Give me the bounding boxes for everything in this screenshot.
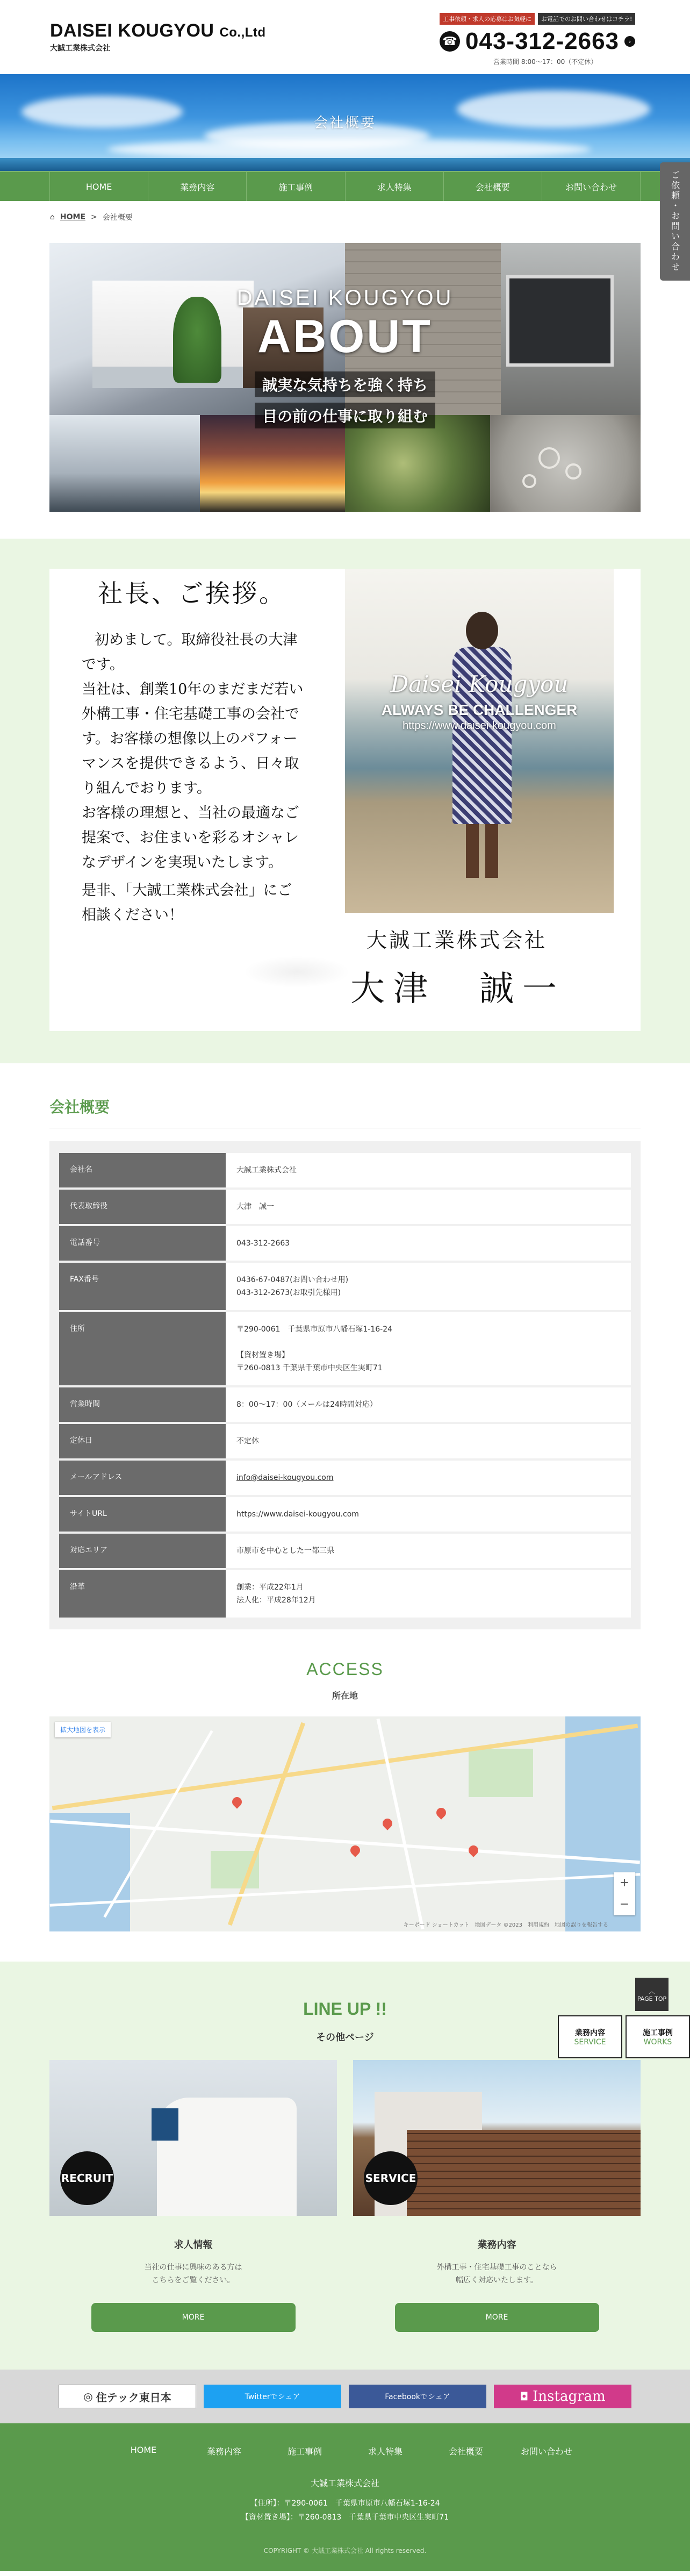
overview-label: 定休日 (59, 1424, 226, 1458)
service-card (353, 2060, 641, 2332)
phone-icon: ☎ (440, 31, 460, 52)
president-photo (345, 569, 614, 913)
global-nav (0, 171, 690, 201)
breadcrumb-current: 会社概要 (102, 213, 133, 222)
overview-row (59, 1312, 631, 1385)
overview-value: 大津 誠一 (226, 1190, 631, 1224)
overview-label: 会社名 (59, 1153, 226, 1187)
breadcrumb-home[interactable]: HOME (60, 213, 86, 221)
overview-row (59, 1570, 631, 1618)
chevron-right-icon: › (624, 36, 635, 47)
company-signature: 大誠工業株式会社 (366, 928, 548, 952)
overview-value: 〒290-0061 千葉県市原市八幡石塚1-16-24 【資材置き場】 〒260-0813 千葉県千葉市中央区生実町71 (226, 1312, 631, 1385)
overview-table-wrap (49, 1141, 641, 1629)
access-location-label: 所在地 (332, 1691, 358, 1701)
footer-company-name: 大誠工業株式会社 (310, 2478, 379, 2488)
photo-caption-url: https://www.daisei-kougyou.com (402, 720, 556, 732)
about-copy-2: 目の前の仕事に取り組む (255, 403, 435, 428)
cloud-decoration (107, 139, 591, 160)
overview-label: 対応エリア (59, 1534, 226, 1568)
footer-nav-works[interactable]: 施工事例 (287, 2446, 322, 2457)
about-copy (232, 371, 458, 434)
site-header (0, 0, 690, 74)
nav-service[interactable]: 業務内容 (148, 172, 246, 201)
greeting-title: 社長、ご挨拶。 (98, 579, 286, 608)
copyright: COPYRIGHT © 大誠工業株式会社 All rights reserved. (263, 2547, 427, 2554)
greeting-body (82, 628, 340, 928)
breadcrumb-sep: > (91, 213, 97, 221)
greeting-line: 当社は、創業10年のまだまだ若い (82, 681, 304, 698)
contact-label-phone: お電話でのお問い合わせはコチラ! (538, 13, 635, 25)
overview-label: メールアドレス (59, 1461, 226, 1495)
site-footer (0, 2423, 690, 2571)
footer-nav-service[interactable]: 業務内容 (206, 2446, 241, 2457)
map-park (469, 1749, 533, 1797)
about-main: ABOUT (257, 311, 433, 362)
overview-label: 沿革 (59, 1570, 226, 1618)
instagram-label: Instagram (533, 2388, 606, 2405)
overview-value: 不定休 (226, 1424, 631, 1458)
business-hours: 営業時間 8:00〜17：00（不定休） (493, 58, 598, 66)
map-footer: キーボード ショートカット 地図データ ©2023 利用規約 地図の誤りを報告する (403, 1922, 608, 1928)
overview-row (59, 1153, 631, 1187)
footer-nav-company[interactable]: 会社概要 (448, 2446, 483, 2457)
photo-caption-brand: Daisei Kougyou (390, 671, 569, 697)
overview-value: 市原市を中心とした一都三県 (226, 1534, 631, 1568)
header-contact (440, 13, 638, 66)
recruit-desc: 当社の仕事に興味のある方は こちらをご覧ください。 (144, 2263, 242, 2285)
overview-value: 043-312-2663 (226, 1226, 631, 1261)
about-copy-1: 誠実な気持ちを強く持ち (255, 371, 435, 397)
breadcrumb (0, 201, 690, 233)
map-pin[interactable] (348, 1843, 362, 1857)
footer-address-line: 【住所】：〒290-0061 千葉県市原市八幡石塚1-16-24 (250, 2499, 440, 2508)
share-bar (0, 2370, 690, 2423)
instagram-icon: ◘ (520, 2390, 529, 2403)
overview-value: https://www.daisei-kougyou.com (226, 1497, 631, 1532)
tel-link[interactable] (440, 28, 638, 55)
greeting-line: 外構工事・住宅基礎工事の会社で (82, 706, 299, 722)
greeting-section (0, 539, 690, 1063)
recruit-more-button[interactable]: MORE (91, 2303, 296, 2332)
overview-row (59, 1226, 631, 1261)
float-link-en: SERVICE (574, 2038, 606, 2047)
nav-works[interactable]: 施工事例 (246, 172, 344, 201)
instagram-button[interactable] (494, 2385, 631, 2408)
overview-label: 代表取締役 (59, 1190, 226, 1224)
photo-caption-slogan: ALWAYS BE CHALLENGER (381, 702, 578, 718)
overview-value: 0436-67-0487(お問い合わせ用) 043-312-2673(お取引先様用) (226, 1263, 631, 1310)
map-water (49, 1813, 130, 1931)
overview-label: 住所 (59, 1312, 226, 1385)
map-pin[interactable] (434, 1806, 448, 1819)
map-road (52, 1723, 638, 1810)
lineup-heading: LINE UP !! (303, 1999, 387, 2019)
greeting-line: 初めまして。取締役社長の大津 (95, 632, 298, 648)
greeting-line: お客様の理想と、当社の最適なご (82, 805, 299, 821)
lineup-sub: その他ページ (316, 2032, 374, 2043)
greeting-line: 相談ください！ (82, 907, 183, 924)
google-map[interactable] (49, 1716, 641, 1931)
greeting-card (49, 569, 641, 1031)
map-pin[interactable] (380, 1816, 394, 1830)
greeting-line: です。 (82, 656, 124, 673)
overview-row (59, 1461, 631, 1495)
overview-label: サイトURL (59, 1497, 226, 1532)
overview-row (59, 1497, 631, 1532)
president-figure (452, 612, 512, 881)
nav-contact[interactable]: お問い合わせ (542, 172, 641, 201)
partner-logo-text: 住テック東日本 (96, 2391, 171, 2404)
site-logo[interactable] (50, 20, 266, 53)
float-links (555, 2015, 690, 2058)
float-link-jp: 業務内容 (575, 2029, 605, 2037)
service-image[interactable] (353, 2060, 641, 2216)
email-link[interactable]: info@daisei-kougyou.com (236, 1473, 334, 1482)
footer-nav (0, 2445, 690, 2457)
page-title: 会社概要 (313, 115, 376, 131)
footer-nav-home[interactable]: HOME (130, 2445, 157, 2455)
page-top-label: PAGE TOP (637, 1995, 667, 2002)
map-pin[interactable] (230, 1795, 243, 1808)
nav-home[interactable]: HOME (49, 172, 148, 201)
overview-row (59, 1263, 631, 1310)
footer-nav-recruit[interactable]: 求人特集 (368, 2446, 402, 2457)
float-link-en: WORKS (643, 2038, 672, 2047)
president-signature: 大津 誠一 (350, 969, 565, 1009)
service-badge: SERVICE (364, 2151, 418, 2205)
overview-heading: 会社概要 (49, 1096, 641, 1128)
overview-row (59, 1534, 631, 1568)
nav-recruit[interactable]: 求人特集 (345, 172, 443, 201)
chevron-up-icon: ︿ (649, 1987, 655, 1995)
overview-row (59, 1387, 631, 1422)
tel-number: 043-312-2663 (465, 28, 620, 54)
footer-storage-line: 【資材置き場】：〒260-0813 千葉県千葉市中央区生実町71 (241, 2513, 449, 2522)
company-overview (49, 1096, 641, 1629)
greeting-line: 是非、「大誠工業株式会社」にご (82, 882, 292, 899)
map-pin[interactable] (466, 1843, 480, 1857)
overview-label: 営業時間 (59, 1387, 226, 1422)
logo-sub: 大誠工業株式会社 (50, 44, 110, 53)
footer-nav-contact[interactable]: お問い合わせ (520, 2446, 572, 2457)
overview-row (59, 1190, 631, 1224)
map-road (50, 1873, 641, 1907)
stamp-decoration (243, 956, 350, 988)
logo-main: DAISEI KOUGYOU Co.,Ltd (50, 20, 266, 41)
greeting-line: なデザインを実現いたします。 (82, 854, 283, 871)
contact-label-request: 工事依頼・求人の応募はお気軽に (440, 13, 535, 25)
contact-labels (440, 13, 638, 25)
recruit-title: 求人情報 (174, 2239, 213, 2251)
overview-label: 電話番号 (59, 1226, 226, 1261)
overview-value: 8：00〜17：00（メールは24時間対応） (226, 1387, 631, 1422)
recruit-card (49, 2060, 337, 2332)
zoom-in-button[interactable]: + (619, 1876, 630, 1890)
lineup-cards (49, 2060, 641, 2332)
page-hero (0, 74, 690, 171)
twitter-share-button[interactable]: Twitterでシェア (204, 2385, 341, 2408)
float-link-works[interactable] (626, 2015, 690, 2058)
overview-value (226, 1461, 631, 1495)
greeting-line: 提案で、お住まいを彩るオシャレ (82, 829, 299, 846)
home-icon: ⌂ (50, 213, 55, 221)
service-desc: 外構工事・住宅基礎工事のことなら 幅広く対応いたします。 (436, 2263, 557, 2285)
nav-company[interactable]: 会社概要 (443, 172, 542, 201)
access-section (49, 1659, 641, 1931)
sea-decoration (0, 158, 690, 171)
recruit-image[interactable] (49, 2060, 337, 2216)
map-enlarge-button[interactable]: 拡大地図を表示 (55, 1722, 111, 1737)
photo-caption (345, 671, 614, 732)
overview-value: 創業：平成22年1月 法人化：平成28年12月 (226, 1570, 631, 1618)
about-sub: DAISEI KOUGYOU (236, 286, 454, 310)
overview-label: FAX番号 (59, 1263, 226, 1310)
footer-address (0, 2496, 690, 2524)
service-more-button[interactable]: MORE (395, 2303, 599, 2332)
about-overlay (232, 286, 458, 434)
facebook-share-button[interactable]: Facebookでシェア (349, 2385, 486, 2408)
partner-logo-link[interactable] (59, 2385, 196, 2408)
lineup-section (0, 1962, 690, 2370)
map-zoom-controls (614, 1872, 635, 1915)
greeting-line: す。お客様の想像以上のパフォー (82, 731, 298, 747)
overview-row (59, 1424, 631, 1458)
service-title: 業務内容 (477, 2239, 516, 2251)
recruit-badge: RECRUIT (60, 2151, 114, 2205)
side-contact-tab[interactable]: ご依頼・お問い合わせ (660, 162, 690, 281)
heart-pavement-photo (490, 415, 641, 512)
float-link-service[interactable] (558, 2015, 622, 2058)
building-photo (49, 415, 200, 512)
page-top-button[interactable] (635, 1978, 669, 2011)
float-link-jp: 施工事例 (643, 2029, 673, 2037)
overview-value: 大誠工業株式会社 (226, 1153, 631, 1187)
zoom-out-button[interactable]: − (619, 1898, 630, 1911)
greeting-line: り組んでおります。 (82, 780, 211, 797)
about-collage (49, 243, 641, 512)
partner-logo-icon: ◎ (83, 2390, 93, 2403)
overview-table (59, 1151, 631, 1620)
access-heading: ACCESS (306, 1659, 384, 1679)
greeting-line: マンスを提供できるよう、日々取 (82, 755, 299, 772)
